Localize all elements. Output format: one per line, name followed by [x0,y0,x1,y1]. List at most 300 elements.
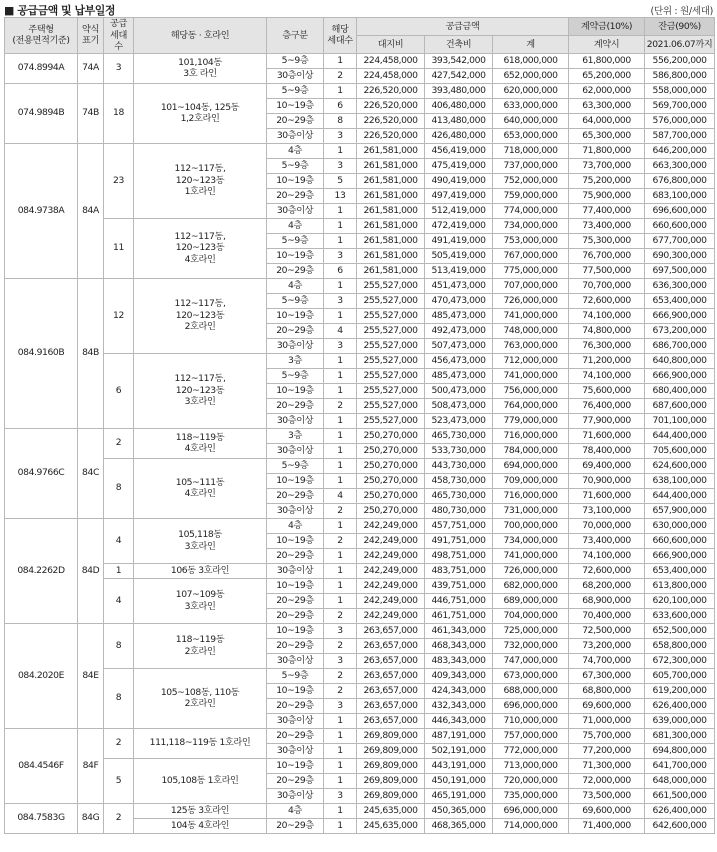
land-price: 261,581,000 [357,158,425,173]
land-price: 255,527,000 [357,398,425,413]
floor: 5~9층 [267,368,324,383]
balance: 638,100,000 [645,473,715,488]
building-price: 497,419,000 [425,188,493,203]
short-code: 84F [78,728,104,803]
land-price: 255,527,000 [357,323,425,338]
total-price: 620,000,000 [493,83,569,98]
housing-type: 074.9894B [5,83,78,143]
building-price: 456,473,000 [425,353,493,368]
deposit: 74,700,000 [569,653,645,668]
balance: 633,600,000 [645,608,715,623]
building-price: 485,473,000 [425,308,493,323]
balance: 641,700,000 [645,758,715,773]
applicable-count: 1 [324,548,357,563]
building-price: 458,730,000 [425,473,493,488]
applicable-count: 3 [324,338,357,353]
building-line: 104동 4호라인 [134,818,267,833]
land-price: 261,581,000 [357,233,425,248]
building-price: 426,480,000 [425,128,493,143]
floor: 20~29층 [267,728,324,743]
land-price: 255,527,000 [357,383,425,398]
building-price: 393,480,000 [425,83,493,98]
floor: 4층 [267,218,324,233]
housing-type: 084.2020E [5,623,78,728]
applicable-count: 1 [324,428,357,443]
land-price: 250,270,000 [357,443,425,458]
short-code: 84C [78,428,104,518]
building-price: 500,473,000 [425,383,493,398]
floor: 10~19층 [267,473,324,488]
applicable-count: 1 [324,473,357,488]
floor: 30층이상 [267,338,324,353]
floor: 10~19층 [267,173,324,188]
deposit: 72,600,000 [569,293,645,308]
total-price: 748,000,000 [493,323,569,338]
total-price: 763,000,000 [493,338,569,353]
deposit: 77,400,000 [569,203,645,218]
building-line: 112~117동, 120~123동 2호라인 [134,278,267,353]
building-price: 432,343,000 [425,698,493,713]
supply-count: 12 [104,278,134,353]
building-line: 101,104동 3호 라인 [134,53,267,83]
land-price: 261,581,000 [357,263,425,278]
floor: 10~19층 [267,683,324,698]
short-code: 74A [78,53,104,83]
building-price: 523,473,000 [425,413,493,428]
deposit: 72,600,000 [569,563,645,578]
building-line: 112~117동, 120~123동 3호라인 [134,353,267,428]
land-price: 245,635,000 [357,803,425,818]
deposit: 74,100,000 [569,308,645,323]
total-price: 704,000,000 [493,608,569,623]
short-code: 84B [78,278,104,428]
applicable-count: 1 [324,818,357,833]
table-row [5,53,715,68]
balance: 586,800,000 [645,68,715,83]
floor: 20~29층 [267,638,324,653]
building-price: 498,751,000 [425,548,493,563]
land-price: 261,581,000 [357,173,425,188]
applicable-count: 3 [324,698,357,713]
building-line: 112~117동, 120~123동 1호라인 [134,143,267,218]
housing-type: 084.9738A [5,143,78,278]
land-price: 261,581,000 [357,218,425,233]
applicable-count: 3 [324,653,357,668]
deposit: 72,000,000 [569,773,645,788]
col-balance-sub: 2021.06.07까지 [645,35,715,53]
balance: 697,500,000 [645,263,715,278]
building-line: 118~119동 4호라인 [134,428,267,458]
land-price: 226,520,000 [357,113,425,128]
building-price: 461,751,000 [425,608,493,623]
floor: 30층이상 [267,743,324,758]
deposit: 70,400,000 [569,608,645,623]
applicable-count: 1 [324,278,357,293]
applicable-count: 13 [324,188,357,203]
land-price: 263,657,000 [357,638,425,653]
floor: 10~19층 [267,308,324,323]
total-price: 726,000,000 [493,293,569,308]
applicable-count: 5 [324,173,357,188]
table-row [5,578,715,593]
total-price: 725,000,000 [493,623,569,638]
supply-count: 11 [104,218,134,278]
supply-count: 4 [104,518,134,563]
total-price: 653,000,000 [493,128,569,143]
balance: 644,400,000 [645,428,715,443]
table-row [5,518,715,533]
building-price: 413,480,000 [425,113,493,128]
floor: 20~29층 [267,548,324,563]
applicable-count: 1 [324,233,357,248]
building-line: 105~111동 4호라인 [134,458,267,518]
col-land: 대지비 [357,35,425,53]
building-price: 465,191,000 [425,788,493,803]
total-price: 633,000,000 [493,98,569,113]
floor: 20~29층 [267,263,324,278]
deposit: 78,400,000 [569,443,645,458]
building-price: 507,473,000 [425,338,493,353]
total-price: 741,000,000 [493,308,569,323]
balance: 658,800,000 [645,638,715,653]
applicable-count: 1 [324,713,357,728]
applicable-count: 1 [324,518,357,533]
applicable-count: 2 [324,638,357,653]
supply-count: 6 [104,353,134,428]
building-price: 443,730,000 [425,458,493,473]
land-price: 261,581,000 [357,248,425,263]
building-price: 446,751,000 [425,593,493,608]
balance: 663,300,000 [645,158,715,173]
building-line: 112~117동, 120~123동 4호라인 [134,218,267,278]
building-price: 450,365,000 [425,803,493,818]
building-price: 508,473,000 [425,398,493,413]
balance: 673,200,000 [645,323,715,338]
land-price: 250,270,000 [357,428,425,443]
balance: 657,900,000 [645,503,715,518]
land-price: 255,527,000 [357,308,425,323]
applicable-count: 1 [324,443,357,458]
short-code: 84E [78,623,104,728]
col-supply-price: 공급금액 [357,18,569,36]
col-building: 해당동 · 호라인 [134,18,267,54]
supply-count: 23 [104,143,134,218]
balance: 640,800,000 [645,353,715,368]
price-table [4,17,715,834]
building-price: 502,191,000 [425,743,493,758]
applicable-count: 1 [324,353,357,368]
applicable-count: 2 [324,668,357,683]
land-price: 250,270,000 [357,473,425,488]
building-price: 451,473,000 [425,278,493,293]
deposit: 74,100,000 [569,548,645,563]
building-line: 125동 3호라인 [134,803,267,818]
col-total: 계 [493,35,569,53]
balance: 569,700,000 [645,98,715,113]
total-price: 774,000,000 [493,203,569,218]
short-code: 74B [78,83,104,143]
applicable-count: 1 [324,728,357,743]
applicable-count: 3 [324,158,357,173]
col-floor: 층구분 [267,18,324,54]
floor: 20~29층 [267,818,324,833]
land-price: 224,458,000 [357,68,425,83]
building-line: 105~108동, 110동 2호라인 [134,668,267,728]
deposit: 67,300,000 [569,668,645,683]
supply-count: 3 [104,53,134,83]
floor: 3층 [267,428,324,443]
land-price: 250,270,000 [357,488,425,503]
building-price: 450,191,000 [425,773,493,788]
building-price: 513,419,000 [425,263,493,278]
land-price: 263,657,000 [357,623,425,638]
housing-type: 084.7583G [5,803,78,833]
deposit: 77,500,000 [569,263,645,278]
floor: 20~29층 [267,593,324,608]
floor: 20~29층 [267,188,324,203]
total-price: 759,000,000 [493,188,569,203]
col-deposit: 계약금(10%) [569,18,645,36]
col-building-cost: 건축비 [425,35,493,53]
applicable-count: 1 [324,773,357,788]
col-deposit-sub: 계약시 [569,35,645,53]
balance: 701,100,000 [645,413,715,428]
building-price: 406,480,000 [425,98,493,113]
land-price: 269,809,000 [357,788,425,803]
supply-count: 2 [104,803,134,833]
land-price: 242,249,000 [357,548,425,563]
floor: 3층 [267,353,324,368]
land-price: 250,270,000 [357,503,425,518]
balance: 661,500,000 [645,788,715,803]
deposit: 71,000,000 [569,713,645,728]
floor: 4층 [267,278,324,293]
deposit: 70,700,000 [569,278,645,293]
supply-count: 4 [104,578,134,623]
floor: 30층이상 [267,563,324,578]
supply-count: 2 [104,428,134,458]
floor: 5~9층 [267,668,324,683]
col-short: 약식 표기 [78,18,104,54]
applicable-count: 6 [324,263,357,278]
land-price: 263,657,000 [357,698,425,713]
deposit: 68,800,000 [569,683,645,698]
total-price: 726,000,000 [493,563,569,578]
building-line: 107~109동 3호라인 [134,578,267,623]
deposit: 73,100,000 [569,503,645,518]
housing-type: 074.8994A [5,53,78,83]
balance: 613,800,000 [645,578,715,593]
table-row [5,728,715,743]
total-price: 772,000,000 [493,743,569,758]
land-price: 263,657,000 [357,653,425,668]
total-price: 731,000,000 [493,503,569,518]
floor: 30층이상 [267,443,324,458]
land-price: 255,527,000 [357,413,425,428]
deposit: 73,200,000 [569,638,645,653]
total-price: 716,000,000 [493,428,569,443]
balance: 648,000,000 [645,773,715,788]
deposit: 73,400,000 [569,218,645,233]
balance: 660,600,000 [645,218,715,233]
land-price: 250,270,000 [357,458,425,473]
land-price: 245,635,000 [357,818,425,833]
balance: 644,400,000 [645,488,715,503]
building-line: 106동 3호라인 [134,563,267,578]
floor: 20~29층 [267,398,324,413]
land-price: 269,809,000 [357,758,425,773]
total-price: 689,000,000 [493,593,569,608]
applicable-count: 1 [324,563,357,578]
building-price: 457,751,000 [425,518,493,533]
balance: 646,200,000 [645,143,715,158]
total-price: 652,000,000 [493,68,569,83]
table-row [5,353,715,368]
building-line: 101~104동, 125동 1,2호라인 [134,83,267,143]
building-price: 485,473,000 [425,368,493,383]
floor: 5~9층 [267,458,324,473]
applicable-count: 1 [324,413,357,428]
building-price: 409,343,000 [425,668,493,683]
total-price: 673,000,000 [493,668,569,683]
floor: 5~9층 [267,158,324,173]
floor: 5~9층 [267,53,324,68]
land-price: 226,520,000 [357,83,425,98]
supply-count: 1 [104,563,134,578]
balance: 660,600,000 [645,533,715,548]
table-row [5,428,715,443]
land-price: 269,809,000 [357,728,425,743]
floor: 5~9층 [267,83,324,98]
deposit: 69,600,000 [569,698,645,713]
building-price: 491,751,000 [425,533,493,548]
land-price: 255,527,000 [357,338,425,353]
building-price: 468,343,000 [425,638,493,653]
table-row [5,83,715,98]
applicable-count: 1 [324,83,357,98]
total-price: 784,000,000 [493,443,569,458]
floor: 10~19층 [267,383,324,398]
land-price: 255,527,000 [357,278,425,293]
deposit: 71,200,000 [569,353,645,368]
land-price: 261,581,000 [357,143,425,158]
total-price: 752,000,000 [493,173,569,188]
total-price: 688,000,000 [493,683,569,698]
deposit: 61,800,000 [569,53,645,68]
balance: 666,900,000 [645,548,715,563]
deposit: 76,700,000 [569,248,645,263]
deposit: 73,400,000 [569,533,645,548]
floor: 30층이상 [267,68,324,83]
balance: 696,600,000 [645,203,715,218]
balance: 672,300,000 [645,653,715,668]
applicable-count: 2 [324,533,357,548]
table-row [5,803,715,818]
balance: 694,800,000 [645,743,715,758]
applicable-count: 1 [324,53,357,68]
floor: 10~19층 [267,533,324,548]
land-price: 261,581,000 [357,203,425,218]
building-price: 393,542,000 [425,53,493,68]
short-code: 84G [78,803,104,833]
land-price: 226,520,000 [357,98,425,113]
floor: 5~9층 [267,233,324,248]
applicable-count: 3 [324,293,357,308]
deposit: 73,700,000 [569,158,645,173]
balance: 690,300,000 [645,248,715,263]
supply-count: 8 [104,458,134,518]
floor: 10~19층 [267,623,324,638]
applicable-count: 1 [324,368,357,383]
total-price: 775,000,000 [493,263,569,278]
total-price: 618,000,000 [493,53,569,68]
applicable-count: 1 [324,593,357,608]
table-row [5,143,715,158]
applicable-count: 3 [324,248,357,263]
total-price: 720,000,000 [493,773,569,788]
total-price: 682,000,000 [493,578,569,593]
balance: 626,400,000 [645,803,715,818]
floor: 4층 [267,518,324,533]
floor: 20~29층 [267,323,324,338]
applicable-count: 8 [324,113,357,128]
balance: 620,100,000 [645,593,715,608]
total-price: 779,000,000 [493,413,569,428]
housing-type: 084.4546F [5,728,78,803]
table-body [5,53,715,833]
building-price: 512,419,000 [425,203,493,218]
total-price: 757,000,000 [493,728,569,743]
table-row [5,458,715,473]
total-price: 767,000,000 [493,248,569,263]
floor: 20~29층 [267,113,324,128]
balance: 639,000,000 [645,713,715,728]
land-price: 263,657,000 [357,683,425,698]
section-title: ■ 공급금액 및 납부일정 [4,4,116,17]
balance: 605,700,000 [645,668,715,683]
land-price: 226,520,000 [357,128,425,143]
total-price: 710,000,000 [493,713,569,728]
col-supply-count: 공급 세대수 [104,18,134,54]
building-price: 465,730,000 [425,428,493,443]
building-price: 483,343,000 [425,653,493,668]
land-price: 269,809,000 [357,773,425,788]
floor: 4층 [267,143,324,158]
building-price: 427,542,000 [425,68,493,83]
applicable-count: 1 [324,383,357,398]
applicable-count: 1 [324,143,357,158]
balance: 677,700,000 [645,233,715,248]
total-price: 741,000,000 [493,548,569,563]
total-price: 707,000,000 [493,278,569,293]
balance: 587,700,000 [645,128,715,143]
balance: 636,300,000 [645,278,715,293]
applicable-count: 2 [324,503,357,518]
supply-count: 8 [104,623,134,668]
building-price: 472,419,000 [425,218,493,233]
total-price: 694,000,000 [493,458,569,473]
table-row [5,278,715,293]
balance: 705,600,000 [645,443,715,458]
land-price: 242,249,000 [357,608,425,623]
floor: 20~29층 [267,773,324,788]
total-price: 734,000,000 [493,218,569,233]
deposit: 77,200,000 [569,743,645,758]
land-price: 242,249,000 [357,578,425,593]
total-price: 716,000,000 [493,488,569,503]
balance: 686,700,000 [645,338,715,353]
applicable-count: 3 [324,788,357,803]
